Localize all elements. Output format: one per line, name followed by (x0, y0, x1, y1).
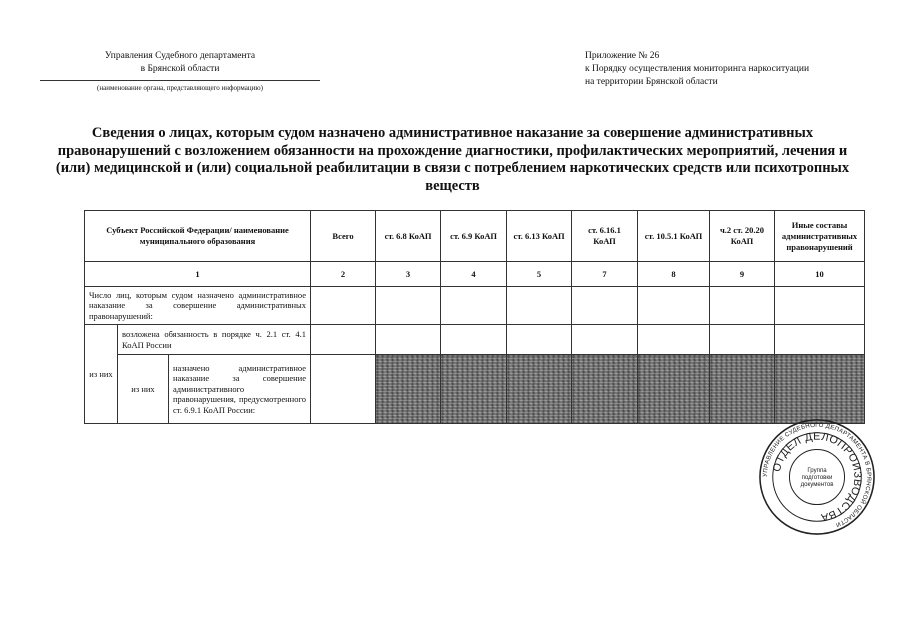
stamp-center-line1: Группа (807, 467, 827, 475)
value-cell (376, 325, 441, 355)
appendix-line2: к Порядку осуществления мониторинга наркоситуации (585, 64, 810, 74)
value-cell (710, 287, 775, 325)
value-cell (775, 287, 865, 325)
shaded-cell (775, 355, 865, 424)
header-cell-6-8: ст. 6.8 КоАП (376, 211, 441, 262)
stamp-center-line3: документов (800, 480, 834, 488)
header-cell-subject: Субъект Российской Федерации/ наименование муниципального образования (85, 211, 311, 262)
header-cell-6-13: ст. 6.13 КоАП (507, 211, 572, 262)
value-cell (311, 287, 376, 325)
header-cell-6-9: ст. 6.9 КоАП (441, 211, 507, 262)
row-subgroup-label: из них (118, 355, 169, 424)
office-stamp (758, 418, 876, 536)
value-cell (311, 325, 376, 355)
shaded-cell (572, 355, 638, 424)
value-cell (507, 325, 572, 355)
value-cell (572, 325, 638, 355)
table-row (85, 325, 865, 355)
stamp-center-line2: подготовки (801, 473, 833, 481)
col-number: 5 (507, 262, 572, 287)
col-number: 10 (775, 262, 865, 287)
header-cell-other: Иные составы административных правонарушений (775, 211, 865, 262)
column-number-row (85, 262, 865, 287)
stamp-ring-text: УПРАВЛЕНИЕ СУДЕБНОГО ДЕПАРТАМЕНТА В БРЯНСКОЙ ОБЛАСТИ (761, 421, 873, 529)
col-number: 1 (85, 262, 311, 287)
org-underline (40, 80, 320, 81)
org-name-line2: в Брянской области (140, 64, 220, 74)
value-cell (638, 287, 710, 325)
value-cell (572, 287, 638, 325)
stamp-big-text: ОТДЕЛ ДЕЛОПРОИЗВОДСТВА (770, 430, 864, 524)
org-block (40, 50, 320, 93)
row-group-label: из них (85, 325, 118, 424)
shaded-cell (710, 355, 775, 424)
col-number: 7 (572, 262, 638, 287)
col-number: 9 (710, 262, 775, 287)
header-row (85, 211, 865, 262)
value-cell (376, 287, 441, 325)
value-cell (441, 325, 507, 355)
header-cell-6-16-1: ст. 6.16.1 КоАП (572, 211, 638, 262)
shaded-cell (376, 355, 441, 424)
col-number: 4 (441, 262, 507, 287)
row-label-6-9-1: назначено административное наказание за совершение административного правонарушения, предусмотренного ст. 6.9.1 КоАП России: (169, 355, 311, 424)
shaded-cell (441, 355, 507, 424)
shaded-cell (507, 355, 572, 424)
appendix-line1: Приложение № 26 (585, 51, 660, 61)
col-number: 8 (638, 262, 710, 287)
col-number: 2 (311, 262, 376, 287)
col-number: 3 (376, 262, 441, 287)
header-cell-total: Всего (311, 211, 376, 262)
row-label-obligation: возложена обязанность в порядке ч. 2.1 ст. 4.1 КоАП России (118, 325, 311, 355)
table-row (85, 287, 865, 325)
appendix-line3: на территории Брянской области (585, 77, 718, 87)
value-cell (710, 325, 775, 355)
value-cell (638, 325, 710, 355)
value-cell (507, 287, 572, 325)
org-note: (наименование органа, представляющего информацию) (97, 84, 263, 92)
table-row (85, 355, 865, 424)
value-cell (311, 355, 376, 424)
shaded-cell (638, 355, 710, 424)
header-cell-20-20: ч.2 ст. 20.20 КоАП (710, 211, 775, 262)
value-cell (775, 325, 865, 355)
document-title: Сведения о лицах, которым судом назначено административное наказание за совершение административных правонарушений с возложением обязанности на прохождение диагностики, профилактических мероприятий, лечения и (или) медицинской и (или) социальной реабилитации в связи с потреблением наркотических средств или психотропных веществ (55, 125, 850, 194)
report-table (84, 210, 865, 424)
org-name-line1: Управления Судебного департамента (104, 51, 256, 61)
row-label-total: Число лиц, которым судом назначено административное наказание за совершение административных правонарушений: (85, 287, 311, 325)
appendix-block (585, 50, 885, 89)
value-cell (441, 287, 507, 325)
header-cell-10-5-1: ст. 10.5.1 КоАП (638, 211, 710, 262)
